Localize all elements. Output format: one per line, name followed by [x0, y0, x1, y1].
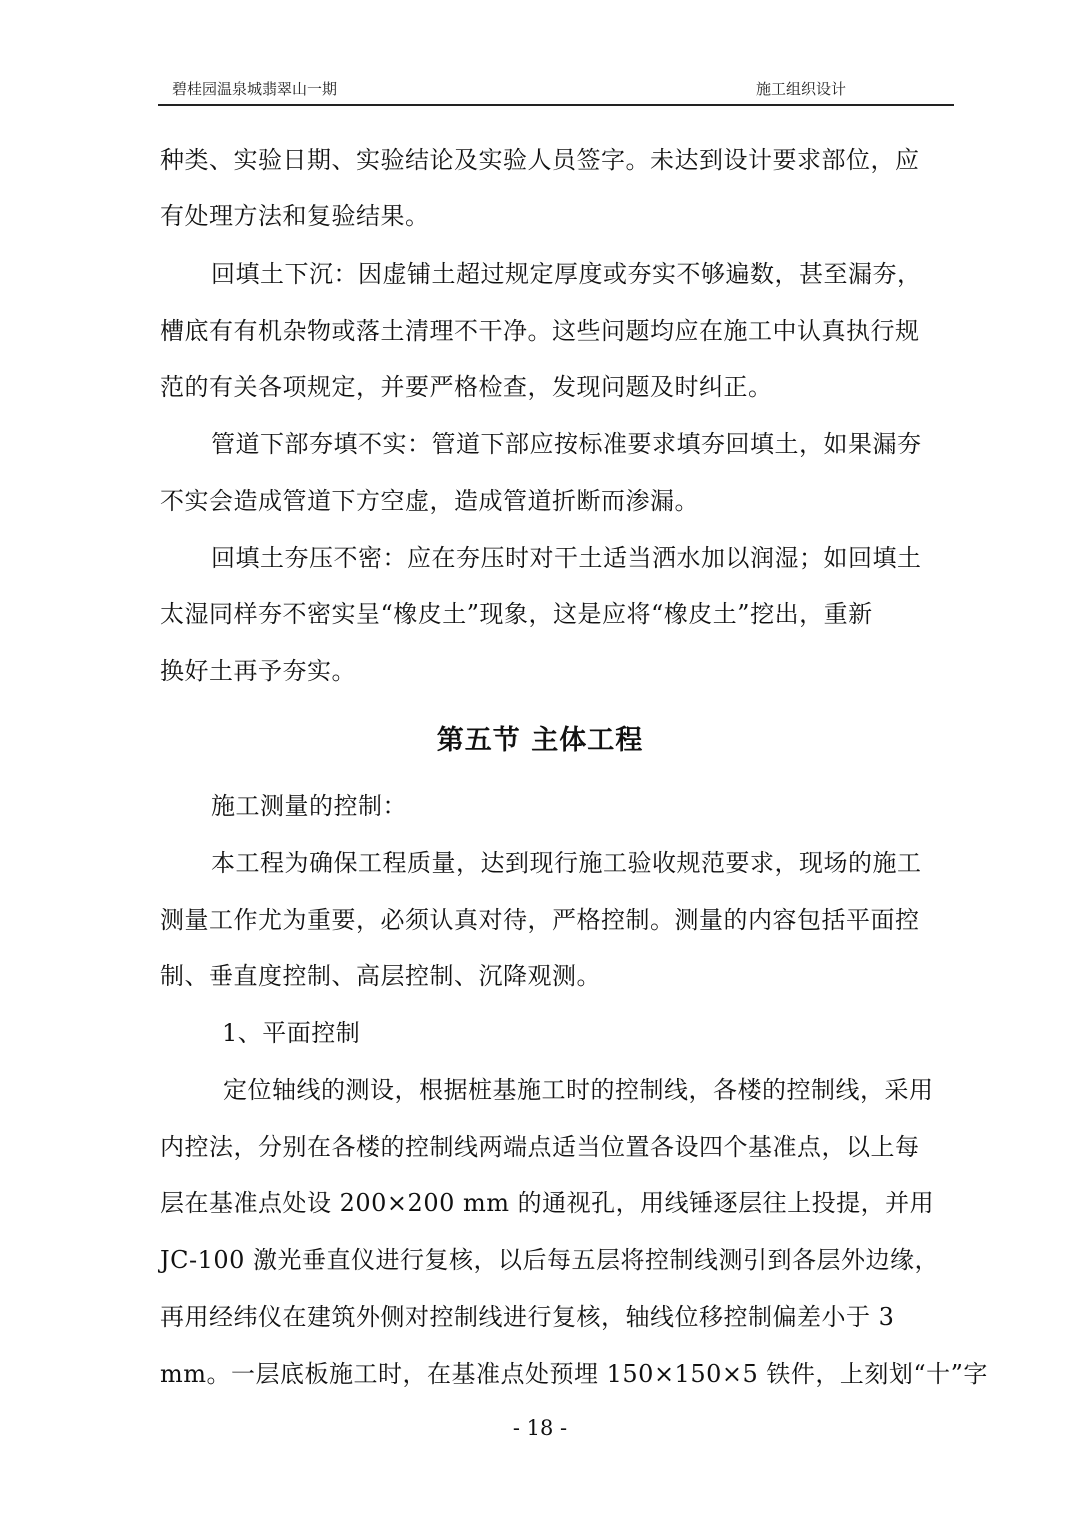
body-line-7: 不实会造成管道下方空虚，造成管道折断而渗漏。 — [160, 487, 699, 515]
body-line-4: 槽底有有机杂物或落土清理不干净。这些问题均应在施工中认真执行规 — [160, 317, 920, 345]
body-line-13: 测量工作尤为重要，必须认真对待，严格控制。测量的内容包括平面控 — [160, 906, 920, 934]
body-line-16: 定位轴线的测设，根据桩基施工时的控制线，各楼的控制线，采用 — [223, 1076, 934, 1104]
body-line-20: 再用经纬仪在建筑外侧对控制线进行复核，轴线位移控制偏差小于 3 — [160, 1303, 895, 1331]
body-line-2: 有处理方法和复验结果。 — [160, 202, 430, 230]
body-line-21: mm。一层底板施工时，在基准点处预埋 150×150×5 铁件，上刻划“十”字 — [160, 1360, 988, 1388]
body-line-9: 太湿同样夯不密实呈“橡皮土”现象，这是应将“橡皮土”挖出，重新 — [160, 600, 873, 628]
body-line-1: 种类、实验日期、实验结论及实验人员签字。未达到设计要求部位，应 — [160, 146, 920, 174]
body-line-17: 内控法，分别在各楼的控制线两端点适当位置各设四个基准点，以上每 — [160, 1133, 920, 1161]
body-line-12: 本工程为确保工程质量，达到现行施工验收规范要求，现场的施工 — [211, 849, 922, 877]
section-title: 第五节 主体工程 — [436, 725, 644, 756]
body-line-5: 范的有关各项规定，并要严格检查，发现问题及时纠正。 — [160, 373, 773, 401]
body-line-10: 换好土再予夯实。 — [160, 657, 356, 685]
body-line-18: 层在基准点处设 200×200 mm 的通视孔，用线锤逐层往上投提，并用 — [160, 1189, 935, 1217]
body-line-6: 管道下部夯填不实：管道下部应按标准要求填夯回填土，如果漏夯 — [211, 430, 922, 458]
body-line-11: 施工测量的控制： — [211, 792, 407, 820]
page-header — [158, 74, 954, 106]
body-line-15: 1、平面控制 — [222, 1019, 361, 1047]
header-document-type: 施工组织设计 — [756, 80, 847, 98]
body-line-8: 回填土夯压不密：应在夯压时对干土适当洒水加以润湿；如回填土 — [211, 544, 922, 572]
header-project-name: 碧桂园温泉城翡翠山一期 — [172, 80, 338, 98]
body-line-19: JC-100 激光垂直仪进行复核，以后每五层将控制线测引到各层外边缘， — [160, 1246, 940, 1274]
page-number: - 18 - — [512, 1416, 568, 1440]
body-line-3: 回填土下沉：因虚铺土超过规定厚度或夯实不够遍数，甚至漏夯， — [211, 260, 922, 288]
body-line-14: 制、垂直度控制、高层控制、沉降观测。 — [160, 962, 601, 990]
